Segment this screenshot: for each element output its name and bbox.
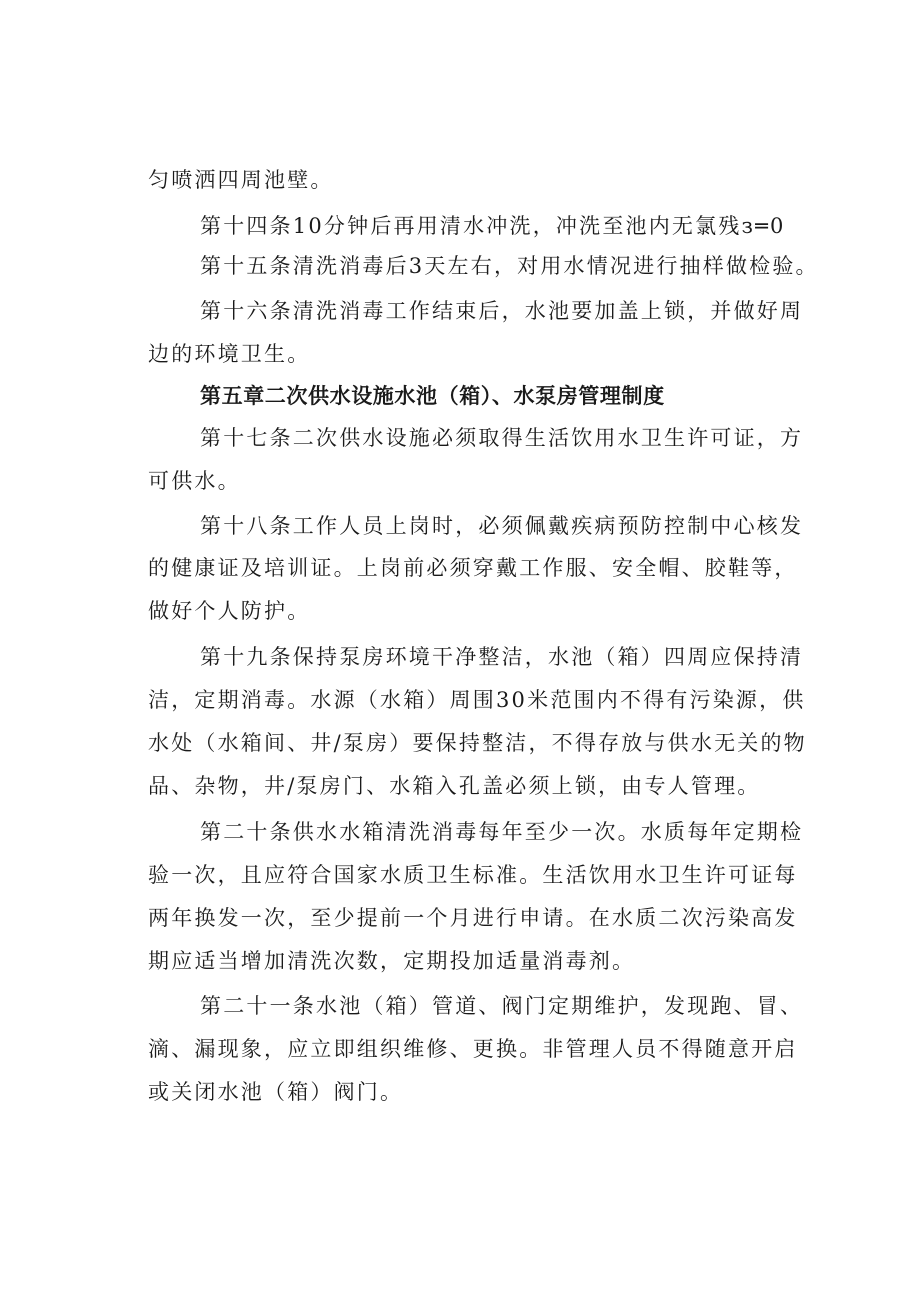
chapter-heading: 第五章二次供水设施水池（箱）、水泵房管理制度 [200,384,665,408]
paragraph-line: 匀喷洒四周池壁。 [148,168,334,192]
article-19-line-4: 品、杂物，井/泵房门、水箱入孔盖必须上锁，由专人管理。 [148,774,761,798]
article-15-line: 第十五条清洗消毒后3天左右，对用水情况进行抽样做检验。 [200,254,819,278]
article-21-line-1: 第二十一条水池（箱）管道、阀门定期维护，发现跑、冒、 [200,994,804,1018]
article-16-line-2: 边的环境卫生。 [148,342,311,366]
article-21-line-3: 或关闭水池（箱）阀门。 [148,1080,404,1104]
article-19-line-2: 洁，定期消毒。水源（水箱）周围30米范围内不得有污染源，供 [148,688,806,712]
article-18-line-1: 第十八条工作人员上岗时，必须佩戴疾病预防控制中心核发 [200,514,804,538]
article-20-line-1: 第二十条供水水箱清洗消毒每年至少一次。水质每年定期检 [200,820,804,844]
article-20-line-2: 验一次，且应符合国家水质卫生标准。生活饮用水卫生许可证每 [148,863,798,887]
article-18-line-3: 做好个人防护。 [148,599,311,623]
article-17-line-2: 可供水。 [148,469,241,493]
article-16-line-1: 第十六条清洗消毒工作结束后，水池要加盖上锁，并做好周 [200,299,804,323]
article-19-line-3: 水处（水箱间、井/泵房）要保持整洁，不得存放与供水无关的物 [148,731,807,755]
article-14-line: 第十四条10分钟后再用清水冲洗，冲洗至池内无氯残з═0 [200,214,786,238]
article-17-line-1: 第十七条二次供水设施必须取得生活饮用水卫生许可证，方 [200,426,804,450]
article-18-line-2: 的健康证及培训证。上岗前必须穿戴工作服、安全帽、胶鞋等， [148,556,798,580]
article-19-line-1: 第十九条保持泵房环境干净整洁，水池（箱）四周应保持清 [200,645,804,669]
article-20-line-4: 期应适当增加清洗次数，定期投加适量消毒剂。 [148,949,636,973]
article-20-line-3: 两年换发一次，至少提前一个月进行申请。在水质二次污染高发 [148,906,798,930]
article-21-line-2: 滴、漏现象，应立即组织维修、更换。非管理人员不得随意开启 [148,1037,798,1061]
